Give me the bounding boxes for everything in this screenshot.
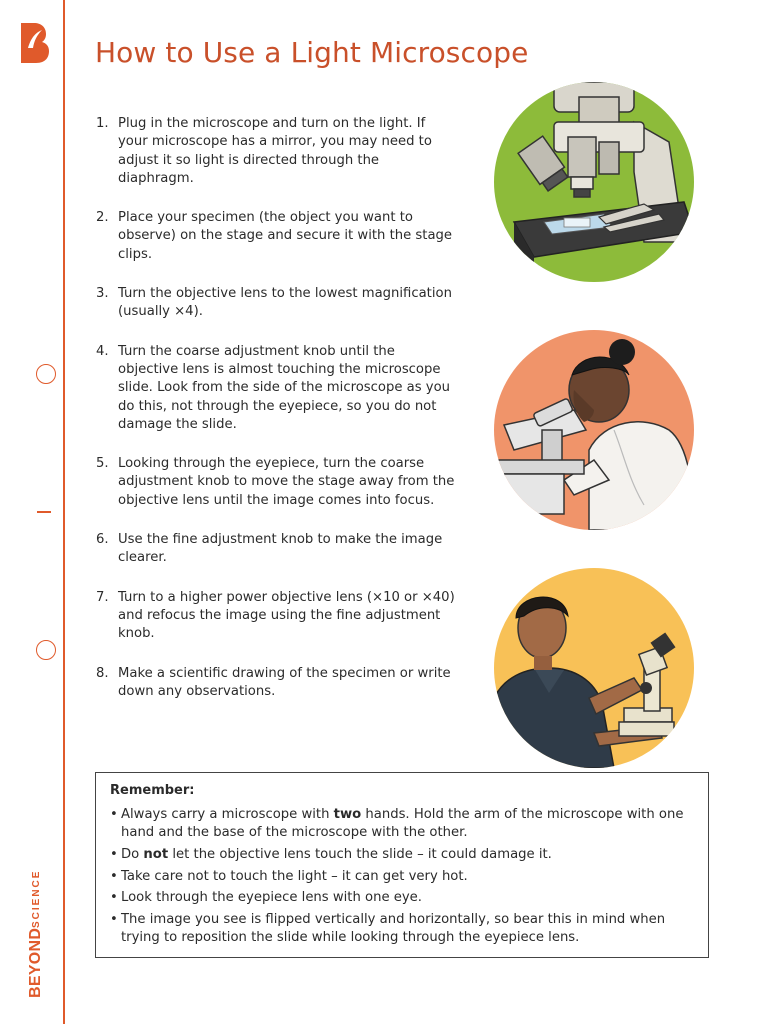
remember-text-pre: Do [121, 846, 144, 862]
step-item [96, 343, 456, 434]
remember-text [121, 806, 694, 842]
step-item [96, 115, 456, 188]
step-text: Turn the objective lens to the lowest magnification (usually ×4). [118, 286, 452, 320]
remember-text-bold: two [333, 807, 362, 822]
bullet-icon: • [110, 912, 118, 928]
bullet-icon: • [110, 846, 118, 862]
remember-item [110, 889, 694, 907]
step-number: 3. [96, 286, 109, 302]
instruction-list [96, 115, 456, 701]
microscope-closeup-illustration-icon [494, 82, 694, 282]
remember-box [95, 772, 709, 958]
beyond-science-wordmark [22, 840, 46, 1000]
remember-item [110, 846, 694, 864]
student-holding-microscope-illustration-icon [494, 568, 694, 768]
remember-text-bold: not [143, 846, 169, 862]
step-number: 4. [96, 343, 109, 359]
step-text: Turn to a higher power objective lens (×10 or ×40) and refocus the image using the fine adjustment knob. [118, 589, 455, 642]
remember-text [121, 889, 422, 907]
step-item [96, 209, 456, 264]
remember-text [121, 846, 552, 864]
step-number: 1. [96, 116, 109, 131]
bullet-icon: • [110, 868, 118, 884]
step-text: Looking through the eyepiece, turn the coarse adjustment knob to move the stage away from the objective lens until the image comes into focus. [118, 456, 455, 508]
step-text: Make a scientific drawing of the specimen or write down any observations. [118, 665, 451, 699]
remember-item [110, 868, 694, 886]
step-item [96, 531, 456, 568]
remember-text-pre: Take care not to touch the light – it can get very hot. [121, 868, 468, 884]
remember-text-pre: Always carry a microscope with [121, 807, 334, 822]
step-number: 8. [96, 665, 109, 681]
step-text: Place your specimen (the object you want to observe) on the stage and secure it with the stage clips. [118, 210, 453, 262]
punch-hole-bottom [36, 640, 56, 660]
punch-hole-top [36, 364, 56, 384]
step-text: Turn the coarse adjustment knob until the objective lens is almost touching the microscope slide. Look from the side of the microscope as you do this, not through the eyepiece, so you do not damage the slide. [118, 343, 451, 432]
remember-item [110, 911, 694, 947]
step-item [96, 455, 456, 510]
page-title: How to Use a Light Microscope [95, 36, 529, 69]
fold-mark [37, 511, 51, 513]
step-number: 5. [96, 456, 109, 472]
step-number: 2. [96, 210, 109, 226]
brand-word-science: SCIENCE [31, 869, 42, 928]
step-item [96, 589, 456, 644]
step-number: 6. [96, 532, 109, 548]
brand-word-beyond: BEYOND [27, 927, 44, 998]
remember-heading: Remember: [110, 783, 195, 798]
bullet-icon: • [110, 807, 118, 822]
remember-text [121, 911, 694, 947]
step-number: 7. [96, 589, 109, 605]
step-item [96, 285, 456, 322]
step-item [96, 665, 456, 702]
remember-item [110, 806, 694, 842]
margin-line [63, 0, 65, 1024]
remember-text-post: let the objective lens touch the slide – it could damage it. [168, 846, 552, 862]
remember-list [110, 806, 694, 947]
scientist-using-microscope-illustration-icon [494, 330, 694, 530]
remember-text-pre: The image you see is flipped vertically and horizontally, so bear this in mind when trying to reposition the slide while looking through the eyepiece lens. [121, 912, 666, 946]
beyond-b-logo-icon [16, 22, 50, 64]
step-text: Use the fine adjustment knob to make the image clearer. [118, 532, 443, 566]
remember-text [121, 868, 468, 886]
remember-text-post: hands. Hold the arm of the microscope with one hand and the base of the microscope with the other. [121, 807, 684, 841]
remember-text-pre: Look through the eyepiece lens with one eye. [121, 890, 422, 906]
step-text: Plug in the microscope and turn on the light. If your microscope has a mirror, you may need to adjust it so light is directed through the diaphragm. [118, 116, 432, 186]
bullet-icon: • [110, 890, 118, 906]
